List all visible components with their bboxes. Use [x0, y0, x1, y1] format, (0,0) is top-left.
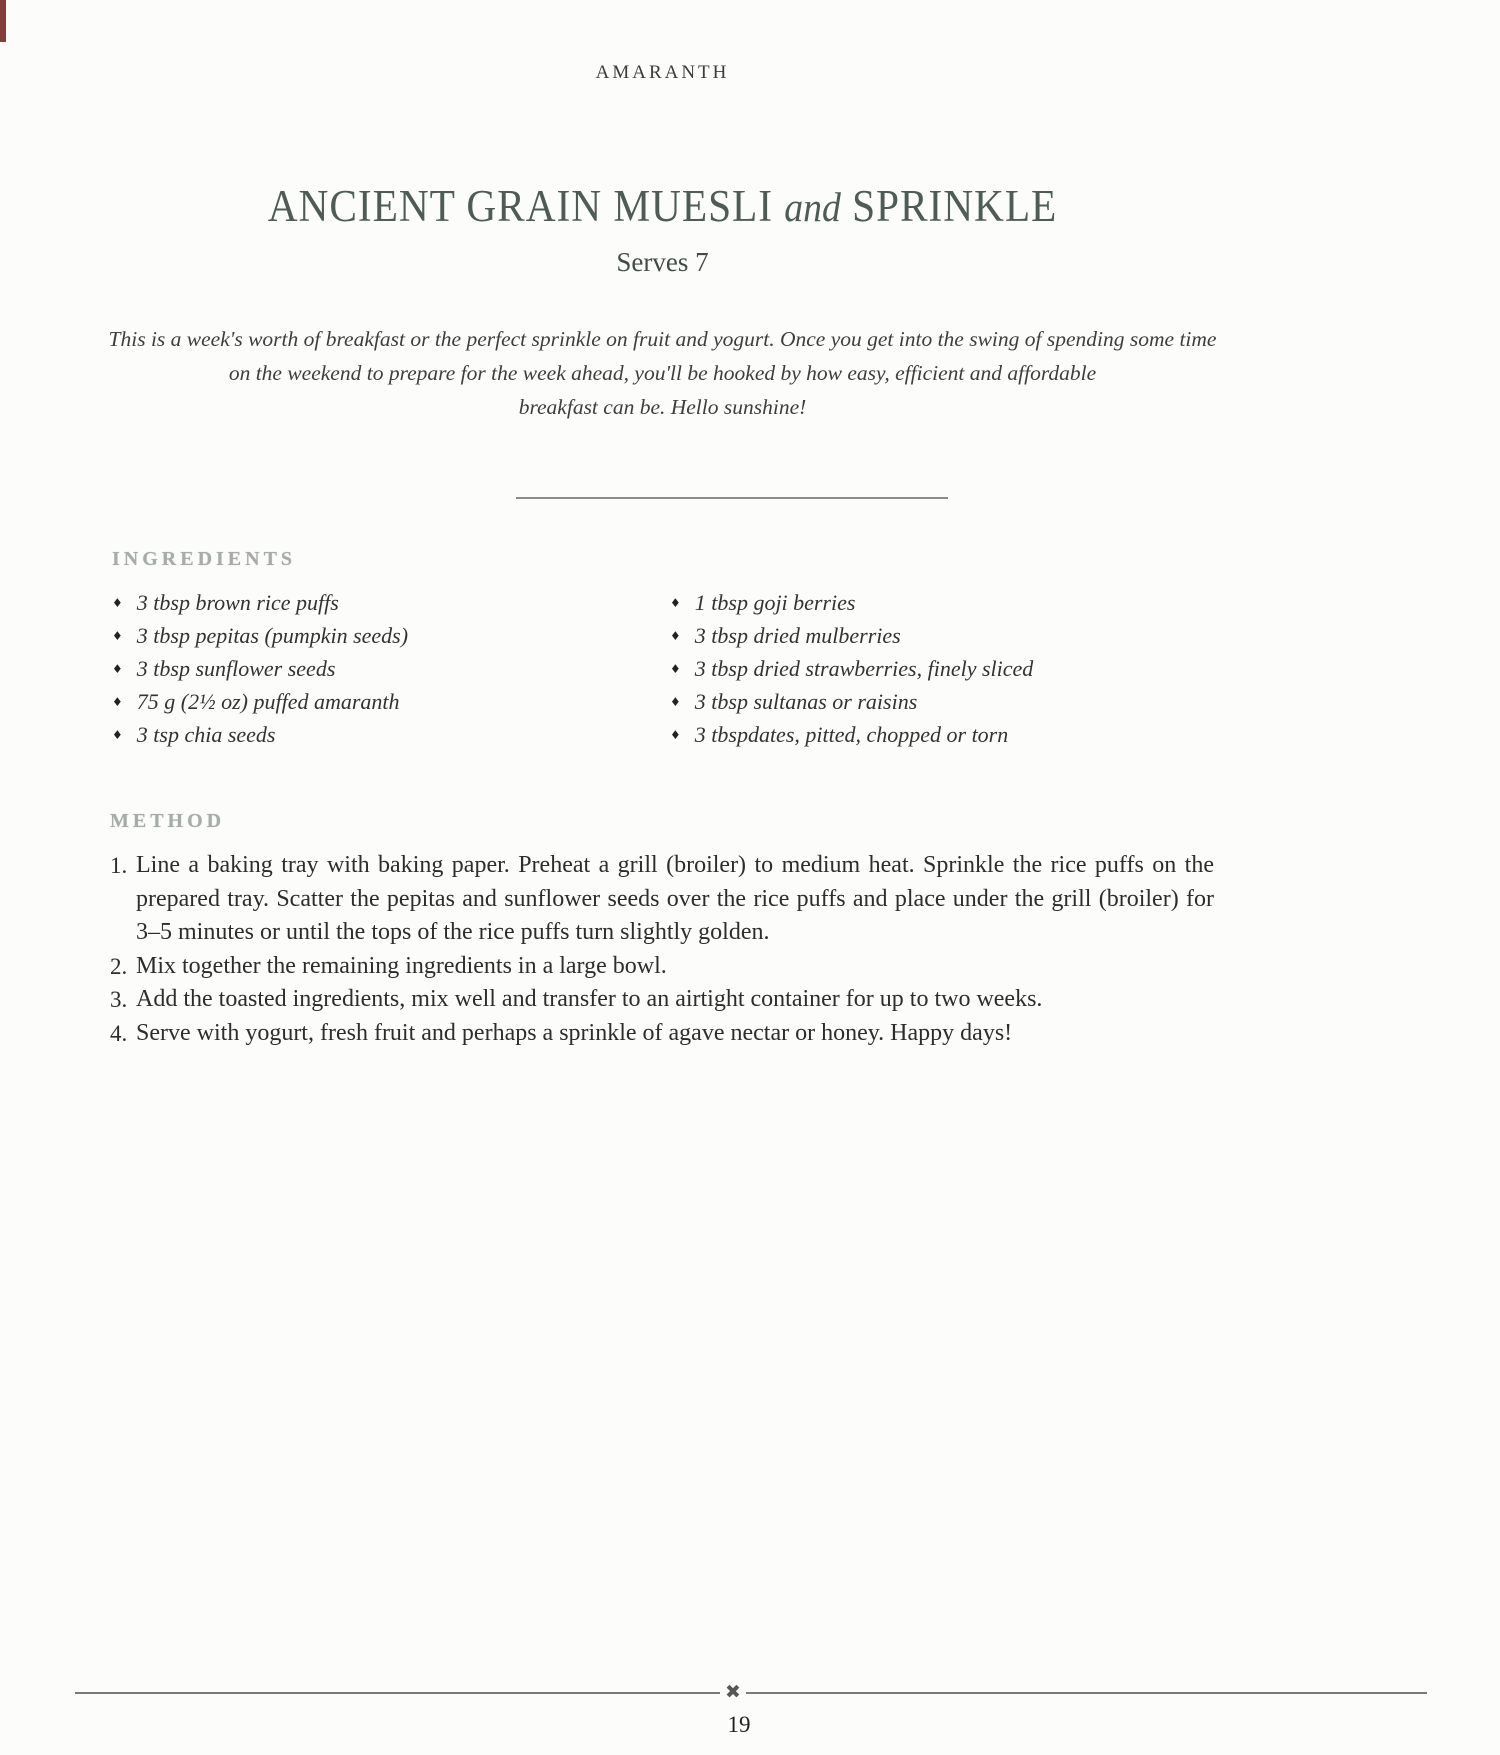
- scan-artifact: [0, 0, 6, 42]
- diamond-bullet-icon: ♦: [670, 694, 681, 709]
- list-item: [112, 586, 652, 619]
- method-step: [110, 849, 1214, 950]
- title-part2: SPRINKLE: [852, 181, 1058, 231]
- diamond-bullet-icon: ♦: [670, 661, 681, 676]
- cross-ornament-icon: ✖: [720, 1678, 746, 1706]
- list-item: [670, 718, 1230, 751]
- list-item: [670, 619, 1230, 652]
- diamond-bullet-icon: ♦: [112, 694, 123, 709]
- ingredients-column-right: [670, 586, 1230, 751]
- diamond-bullet-icon: ♦: [670, 727, 681, 742]
- diamond-bullet-icon: ♦: [670, 595, 681, 610]
- diamond-bullet-icon: ♦: [112, 628, 123, 643]
- step-text: Line a baking tray with baking paper. Preheat a grill (broiler) to medium heat. Sprinkle the rice puffs on the prepared tray. Scatter the pepitas and sunflower seeds over the rice puffs and place under the grill (broiler) for 3–5 minutes or until the tops of the rice puffs turn slightly golden.: [136, 852, 1214, 945]
- list-item: [670, 586, 1230, 619]
- running-head: AMARANTH: [595, 62, 730, 83]
- intro-paragraph: [50, 322, 1275, 424]
- intro-line: This is a week's worth of breakfast or the perfect sprinkle on fruit and yogurt. Once you get into the swing of spending some time: [108, 327, 1217, 351]
- method-steps: [110, 849, 1214, 1050]
- ingredient-text: 3 tbsp dried strawberries, finely sliced: [694, 655, 1034, 681]
- diamond-bullet-icon: ♦: [112, 661, 123, 676]
- step-number: 4.: [110, 1020, 128, 1046]
- ingredient-text: 75 g (2½ oz) puffed amaranth: [136, 688, 400, 714]
- ingredient-text: 3 tbsp brown rice puffs: [136, 589, 339, 615]
- ingredients-heading: INGREDIENTS: [112, 548, 297, 570]
- step-text: Add the toasted ingredients, mix well and transfer to an airtight container for up to two weeks.: [136, 986, 1043, 1012]
- ingredients-column-left: [112, 586, 652, 751]
- intro-divider-rule: [516, 497, 948, 499]
- step-number: 1.: [110, 853, 128, 878]
- step-text: Mix together the remaining ingredients in a large bowl.: [136, 952, 667, 979]
- method-heading: METHOD: [110, 810, 226, 832]
- list-item: [670, 685, 1230, 718]
- ingredient-text: 1 tbsp goji berries: [694, 589, 856, 615]
- method-step: [110, 983, 1214, 1017]
- list-item: [112, 652, 652, 685]
- title-part1: ANCIENT GRAIN MUESLI: [267, 181, 773, 231]
- ingredient-text: 3 tbsp sunflower seeds: [136, 655, 336, 681]
- list-item: [670, 652, 1230, 685]
- ingredient-text: 3 tbsp dried mulberries: [694, 622, 901, 648]
- recipe-title: [154, 180, 1171, 232]
- step-number: 3.: [110, 987, 128, 1012]
- ingredient-text: 3 tbsp pepitas (pumpkin seeds): [136, 622, 409, 648]
- serves-line: Serves 7: [616, 247, 709, 277]
- list-item: [112, 685, 652, 718]
- list-item: [112, 619, 652, 652]
- page-number: 19: [727, 1712, 751, 1737]
- ingredient-text: 3 tbsp sultanas or raisins: [694, 688, 918, 714]
- ingredient-text: 3 tsp chia seeds: [136, 721, 276, 747]
- step-number: 2.: [110, 953, 128, 979]
- diamond-bullet-icon: ♦: [112, 727, 123, 742]
- title-and: and: [784, 184, 841, 230]
- intro-line: breakfast can be. Hello sunshine!: [518, 395, 807, 419]
- diamond-bullet-icon: ♦: [112, 595, 123, 610]
- ingredient-text: 3 tbspdates, pitted, chopped or torn: [694, 721, 1009, 747]
- footer-rule: [75, 1692, 1427, 1694]
- list-item: [112, 718, 652, 751]
- step-text: Serve with yogurt, fresh fruit and perhaps a sprinkle of agave nectar or honey. Happy days!: [136, 1019, 1013, 1046]
- method-step: [110, 1017, 1214, 1051]
- intro-line: on the weekend to prepare for the week ahead, you'll be hooked by how easy, efficient and affordable: [228, 361, 1097, 385]
- diamond-bullet-icon: ♦: [670, 628, 681, 643]
- method-step: [110, 950, 1214, 984]
